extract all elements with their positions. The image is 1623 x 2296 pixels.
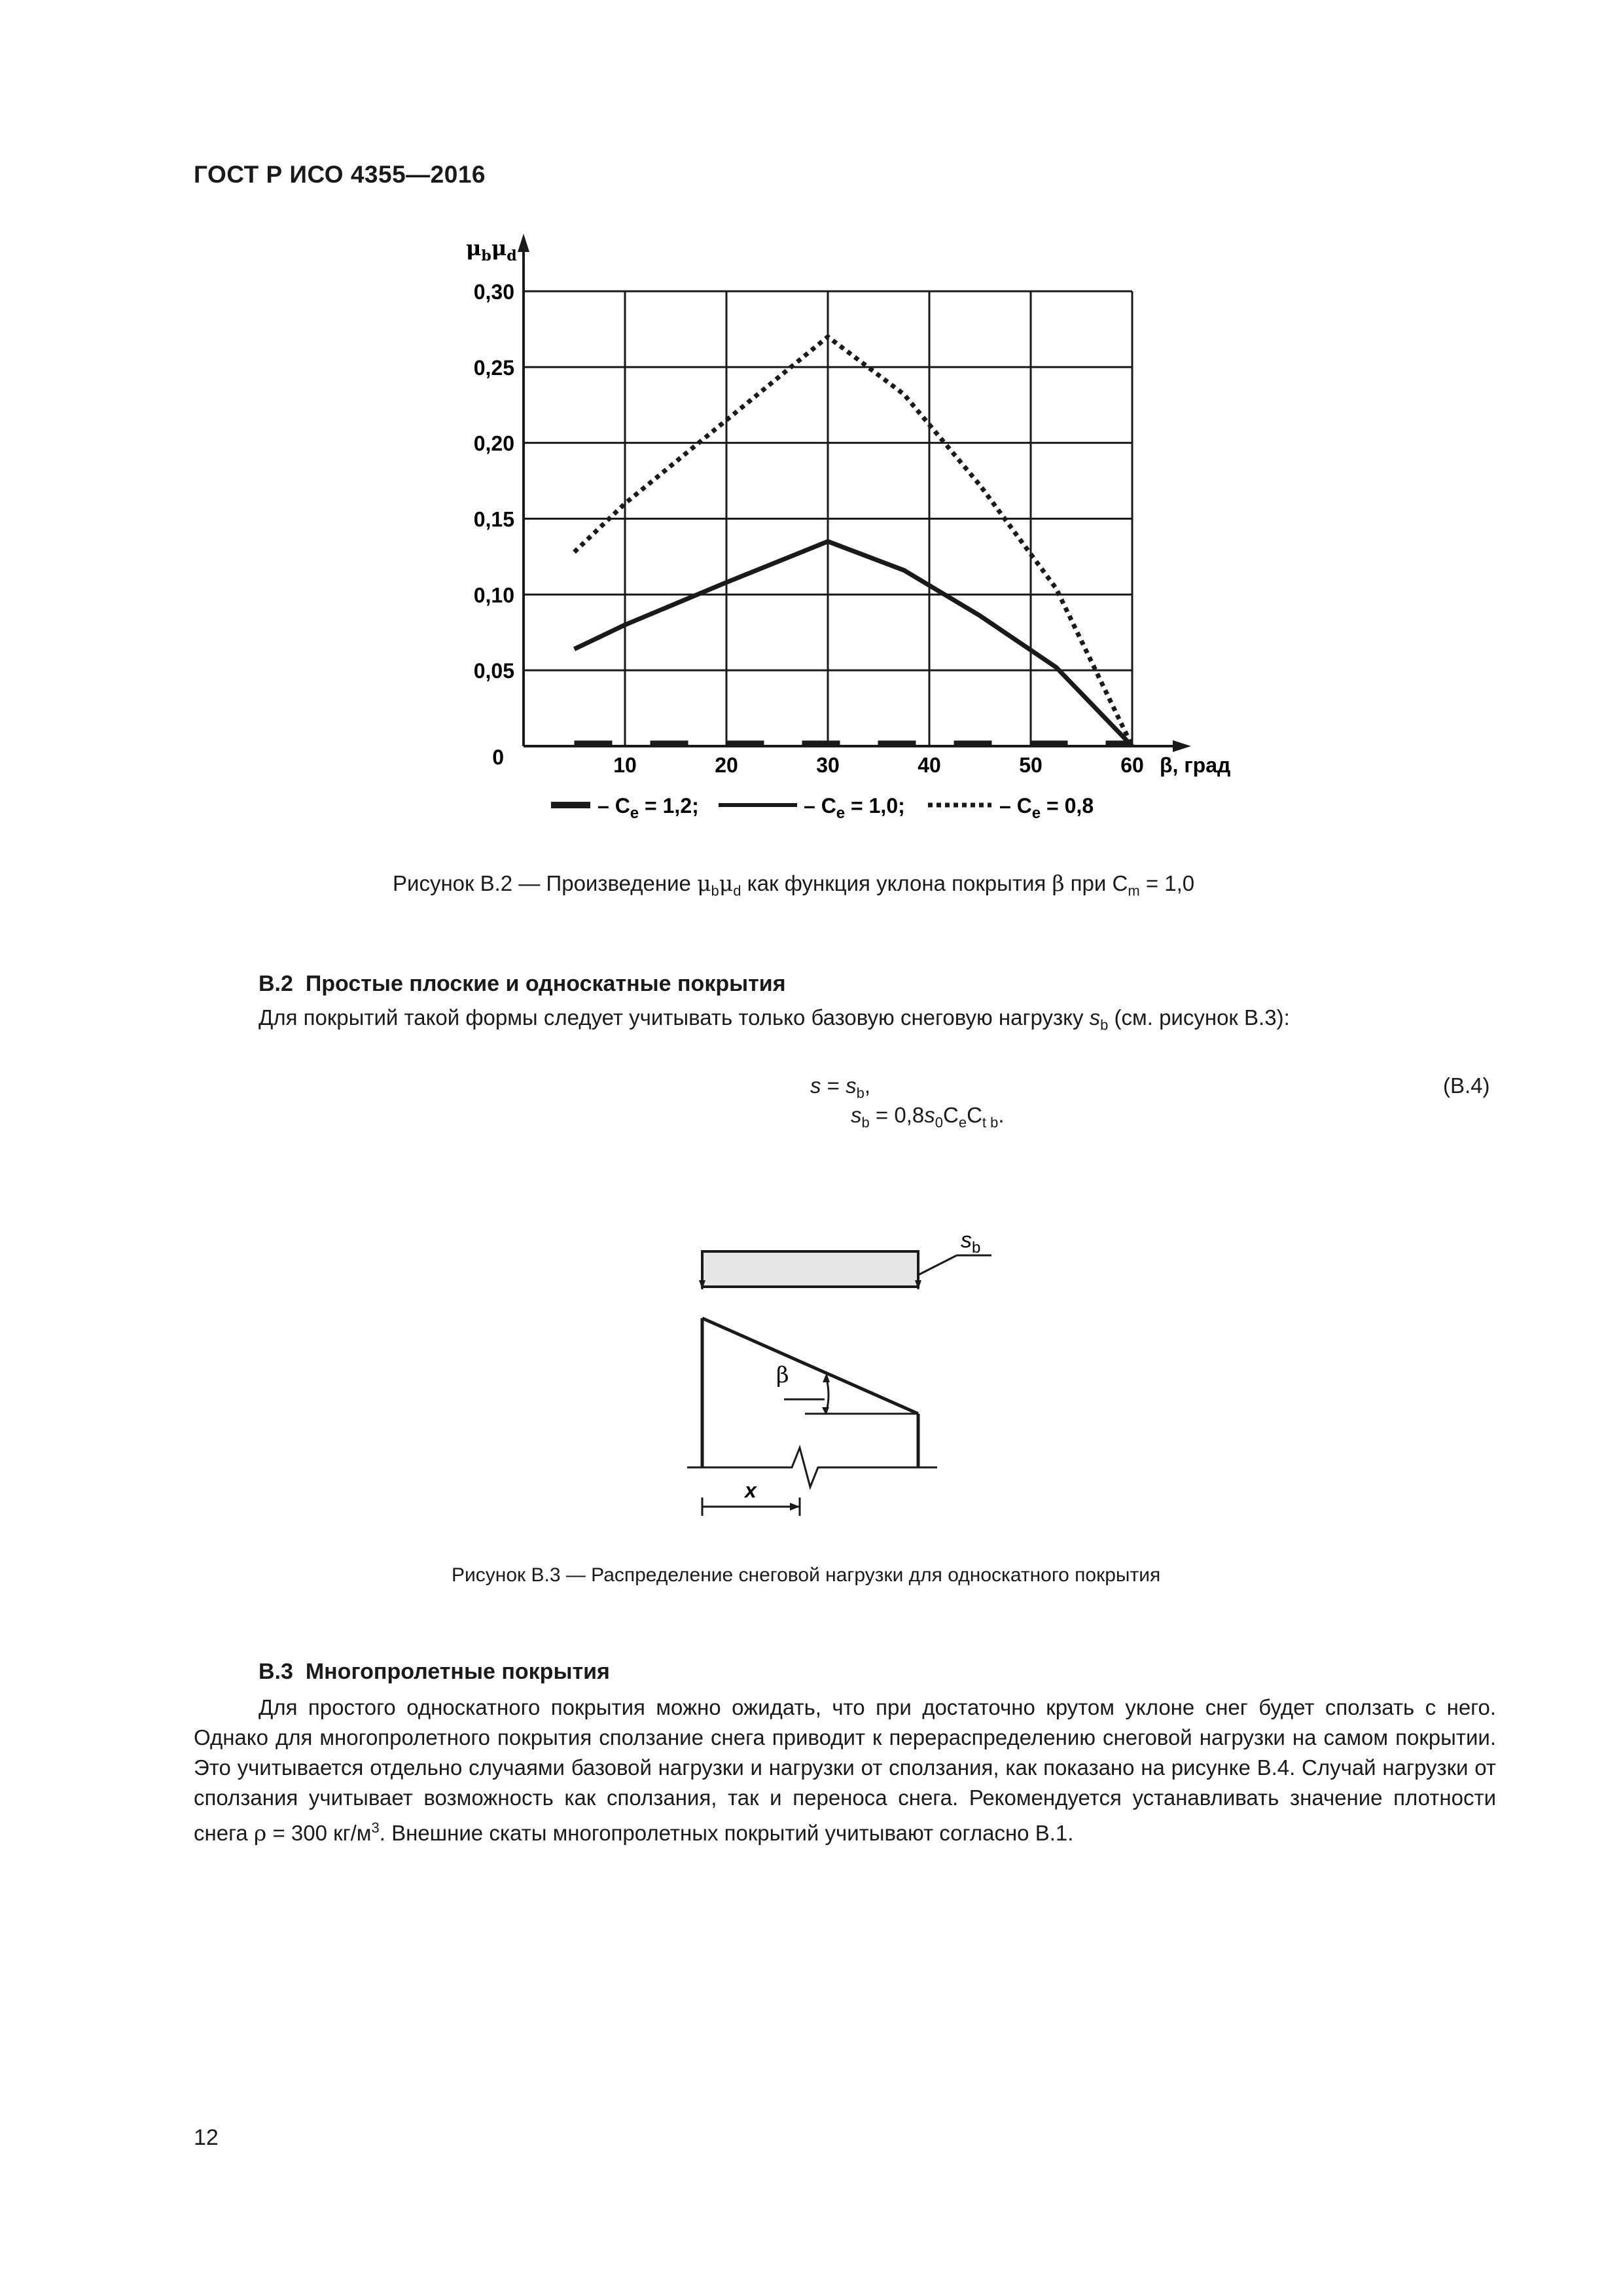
chart-tick-labels (466, 236, 1230, 777)
figure-b3-diagram (654, 1204, 1021, 1545)
y-tick-label: 0,25 (473, 355, 514, 380)
series-line-2 (575, 337, 1133, 747)
legend-label-ce-1-2: – $C_e = 1,2$; (597, 794, 699, 822)
snow-load-block (702, 1251, 918, 1287)
document-header: ГОСТ Р ИСО 4355—2016 (194, 161, 486, 188)
series-line-1 (575, 541, 1133, 746)
y-axis-label: $\mu_b\mu_d$ (466, 236, 517, 264)
x-tick-label: 20 (715, 753, 738, 777)
y-tick-label: 0,15 (473, 507, 514, 531)
formula-b4-number: (В.4) (1443, 1073, 1490, 1098)
sb-leader-line (918, 1255, 957, 1275)
chart-series (575, 337, 1133, 747)
x-tick-label: 10 (613, 753, 637, 777)
page-number: 12 (194, 2125, 219, 2150)
figure-b2-chart (445, 216, 1270, 870)
legend-label-ce-1-0: – $C_e = 1,0$; (804, 794, 905, 822)
y-axis-arrowhead (518, 234, 529, 252)
x-tick-label: 50 (1019, 753, 1043, 777)
x-axis-label: β, град (1160, 753, 1231, 777)
section-b2-text: Для покрытий такой формы следует учитывать только базовую снеговую нагрузку $s_b$ (см. рисунок В.3): (259, 1005, 1290, 1033)
legend-label-ce-0-8: – $C_e = 0,8$ (999, 794, 1094, 822)
section-b3-title: В.3 Многопролетные покрытия (259, 1659, 610, 1684)
figure-b3-caption: Рисунок В.3 — Распределение снеговой нагрузки для односкатного покрытия (452, 1564, 1161, 1586)
formula-b4-line1: $s = s_b$, (810, 1073, 871, 1102)
section-b2-title: В.2 Простые плоские и односкатные покрытия (259, 971, 786, 996)
x-tick-label: 30 (816, 753, 840, 777)
ground-line-with-break (687, 1448, 937, 1487)
sb-label: $s_b$ (961, 1228, 981, 1257)
chart-axes (518, 234, 1191, 752)
beta-label: β (776, 1362, 789, 1388)
section-b3-paragraph: Для простого односкатного покрытия можно ожидать, что при достаточно крутом уклоне снег будет сползать с него. Однако для многопролетного покрытия сползание снега приводит к перераспределению снеговой нагрузки на самом покрытии. Это учитывается отдельно случаями базовой нагрузки и нагрузки от сползания, как показано на рисунке В.4. Случай нагрузки от сползания учитывает возможность как сползания, так и переноса снега. Рекомендуется устанавливать значение плотности снега ρ = 300 $кг/м^3$. Внешние скаты многопролетных покрытий учитывают согласно В.1. (194, 1695, 1496, 1846)
x-label: x (745, 1479, 757, 1502)
y-tick-label: 0,05 (473, 659, 514, 683)
x-tick-label: 40 (918, 753, 941, 777)
x-dimension-arrowhead (790, 1503, 800, 1511)
y-tick-label: 0,10 (473, 583, 514, 607)
y-tick-label: 0 (492, 745, 504, 769)
chart-grid (524, 291, 1132, 746)
formula-b4-line2: $s_b = 0,8s_0C_eC_{t b}$. (851, 1103, 1005, 1131)
chart-legend (551, 794, 1094, 822)
y-tick-label: 0,20 (473, 431, 514, 456)
y-tick-label: 0,30 (473, 280, 514, 304)
x-axis-arrowhead (1173, 740, 1191, 752)
figure-b2-caption: Рисунок В.2 — Произведение $\mu_b\mu_d$ как функция уклона покрытия β при $C_m = 1,0$ (393, 870, 1195, 899)
x-tick-label: 60 (1120, 753, 1144, 777)
